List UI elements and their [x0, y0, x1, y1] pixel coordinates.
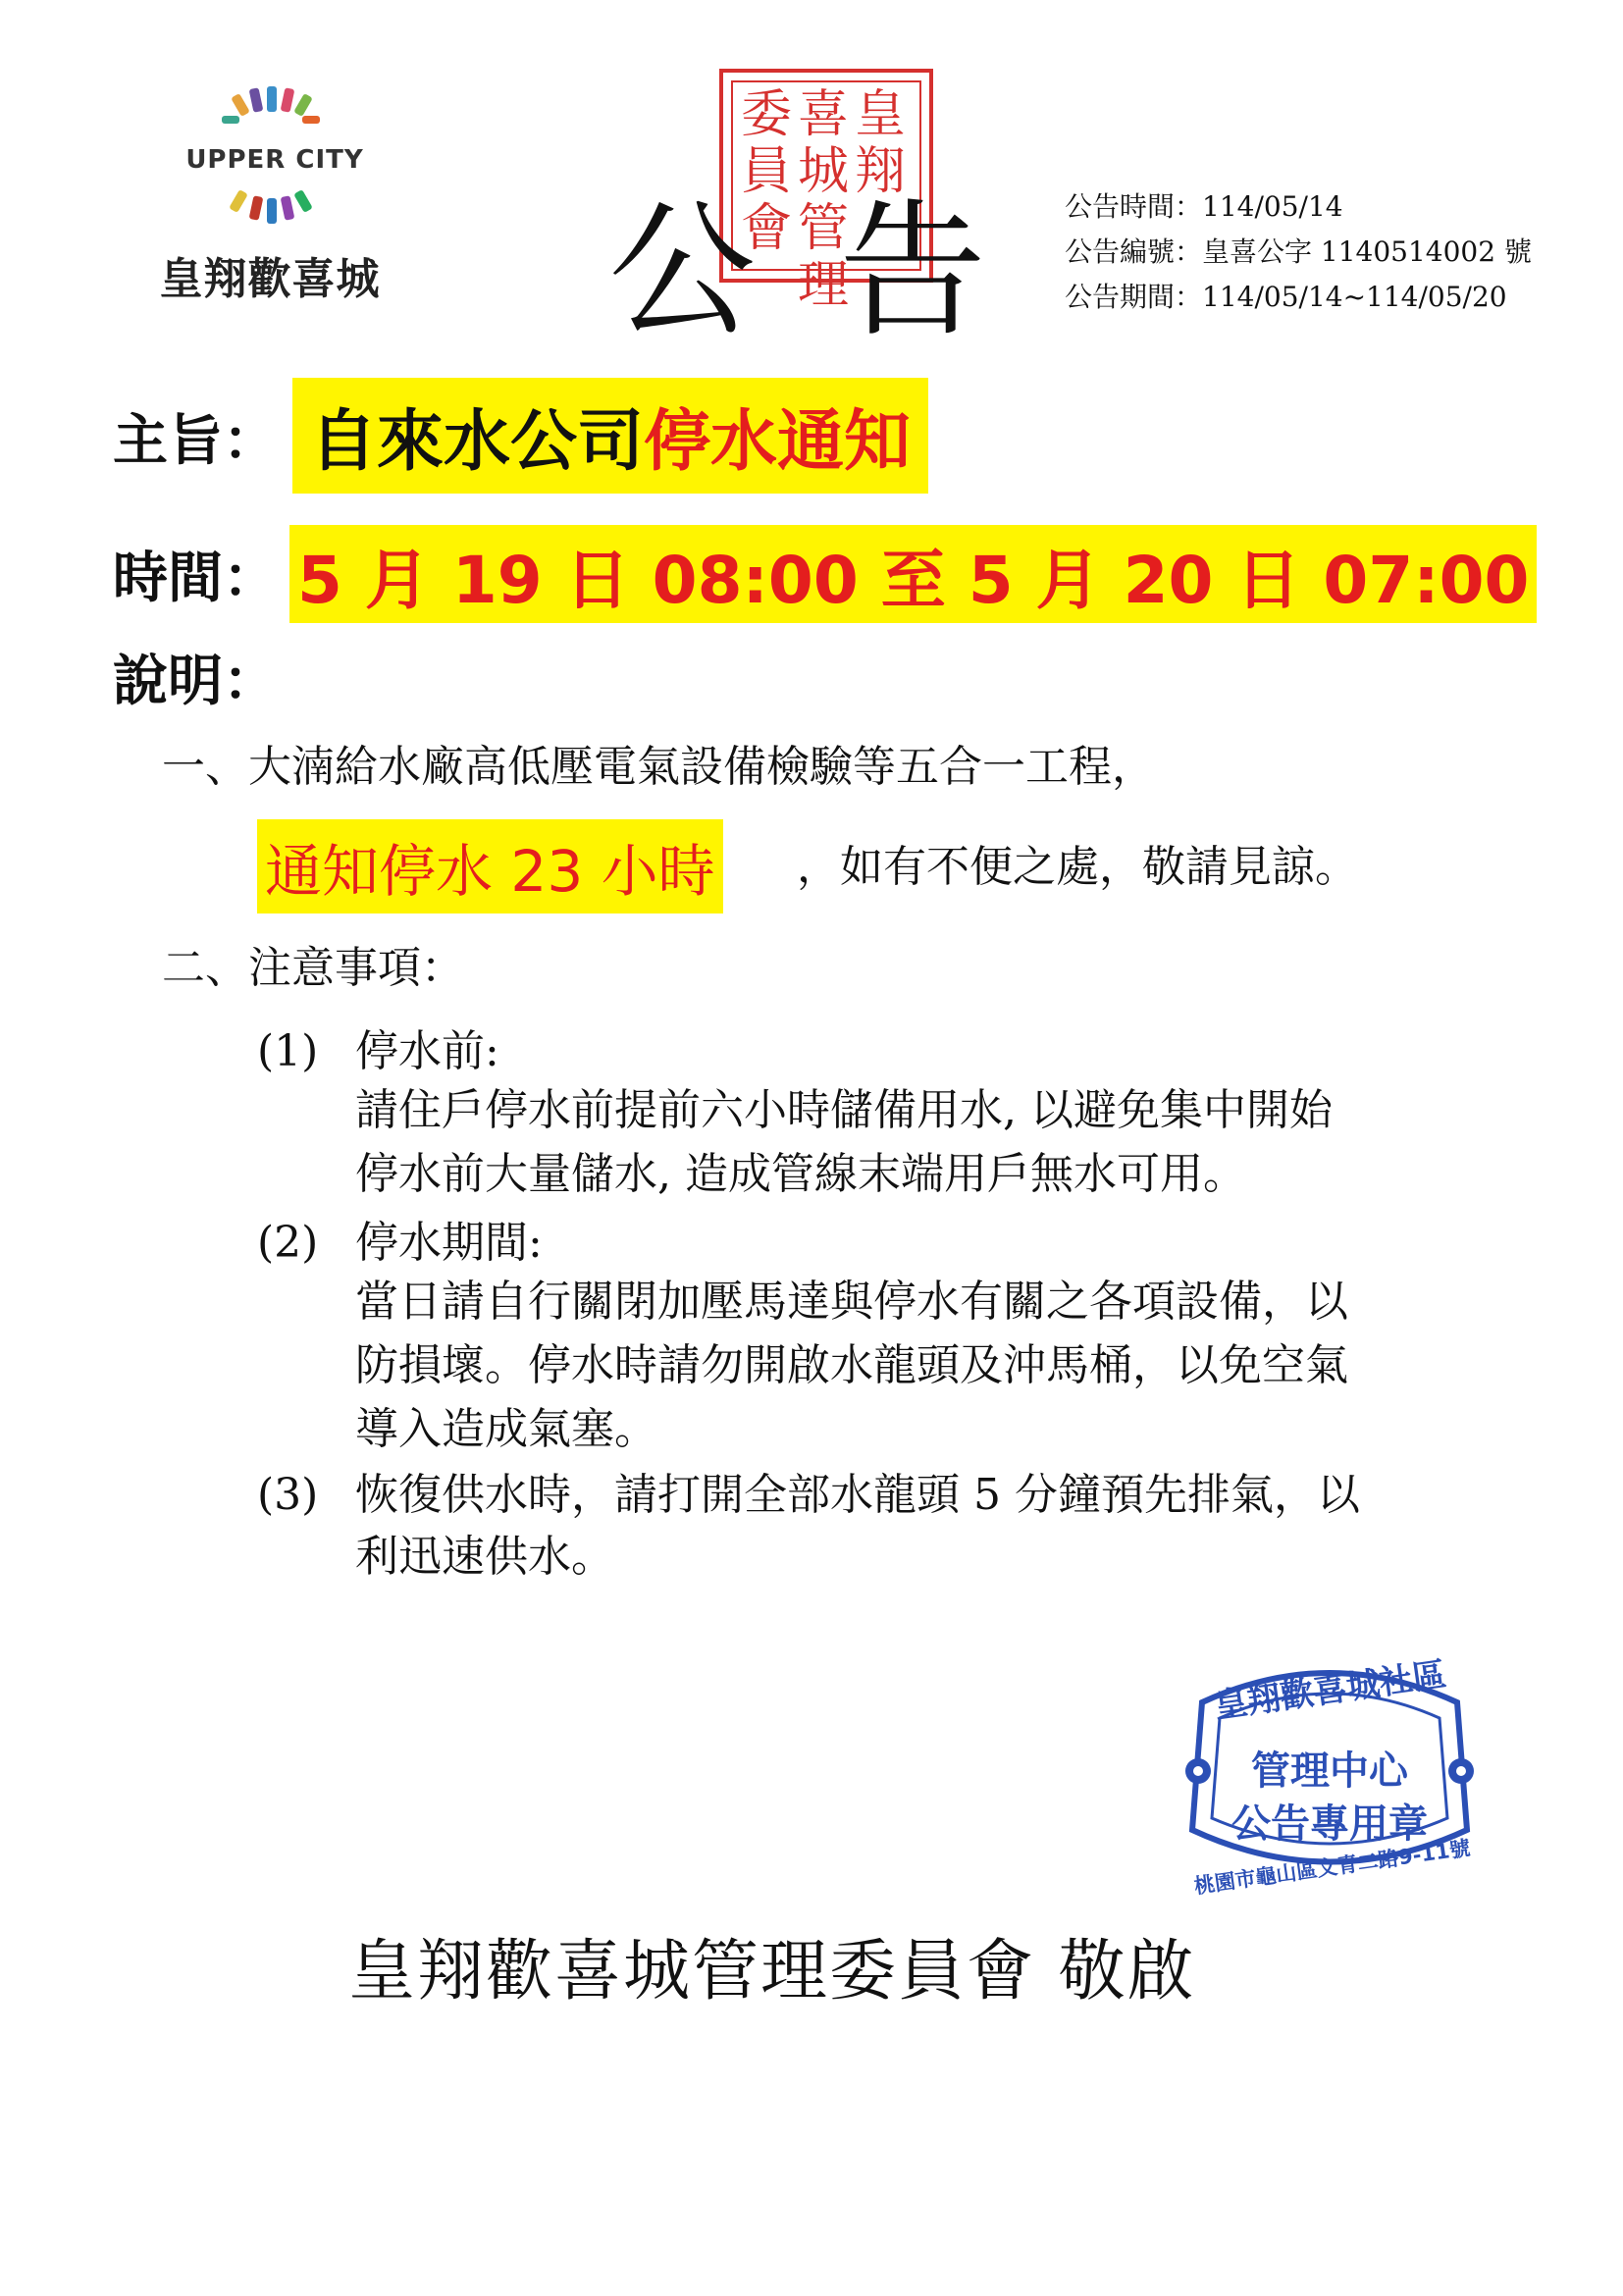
note-2-number: (2) — [257, 1218, 319, 1268]
stamp-top-arc: 皇翔歡喜城社區 — [1211, 1654, 1449, 1727]
note-3-number: (3) — [257, 1470, 319, 1520]
logo-wordmark: UPPER CITY — [185, 145, 364, 175]
note-1-line-1: 請住戶停水前提前六小時儲備用水, 以避免集中開始 — [355, 1085, 1333, 1135]
note-3-head: 恢復供水時，請打開全部水龍頭 5 分鐘預先排氣，以 — [355, 1470, 1360, 1520]
item1-line2-rest: ，如有不便之處，敬請見諒。 — [797, 842, 1358, 892]
seal-column-2: 喜城管理 — [797, 85, 849, 315]
logo-mark-bottom-icon — [216, 184, 324, 234]
management-center-stamp — [1173, 1634, 1487, 1908]
item1-prefix: 一、 — [162, 742, 248, 792]
note-2-line-2: 防損壞。停水時請勿開啟水龍頭及沖馬桶，以免空氣 — [355, 1340, 1348, 1390]
announcement-period: 公告期間：114/05/14~114/05/20 — [1065, 281, 1507, 313]
item2-title: 注意事項： — [248, 943, 464, 993]
announcement-meta — [1065, 184, 1614, 320]
logo-name: 皇翔歡喜城 — [159, 254, 381, 304]
item1-text: 大湳給水廠高低壓電氣設備檢驗等五合一工程， — [248, 742, 1155, 792]
note-2-line-1: 當日請自行關閉加壓馬達與停水有關之各項設備，以 — [355, 1277, 1348, 1327]
stamp-line-2: 公告專用章 — [1231, 1801, 1428, 1847]
note-1-line-2: 停水前大量儲水, 造成管線末端用戶無水可用。 — [355, 1149, 1246, 1199]
seal-column-1: 皇翔 — [854, 85, 906, 201]
seal-column-3: 委員會 — [740, 85, 792, 258]
title-char-1: 公 — [608, 186, 757, 357]
explanation-label: 說明： — [113, 650, 278, 713]
note-2-head: 停水期間: — [355, 1218, 543, 1268]
item2-line — [162, 937, 464, 1000]
subject-label: 主旨： — [113, 409, 278, 473]
title-char-2: 告 — [839, 186, 987, 357]
note-2-line-3: 導入造成氣塞。 — [355, 1404, 657, 1454]
community-logo — [147, 86, 393, 312]
item1-line1 — [162, 736, 1155, 799]
announcement-number: 公告編號：皇喜公字 1140514002 號 — [1065, 235, 1532, 268]
time-label: 時間： — [113, 547, 278, 610]
announcement-time: 公告時間：114/05/14 — [1065, 190, 1343, 223]
stamp-line-1: 管理中心 — [1251, 1748, 1408, 1794]
subject-value: 自來水公司 — [310, 402, 645, 481]
note-3-line-1: 利迅速供水。 — [355, 1532, 614, 1582]
note-1-head: 停水前: — [355, 1026, 499, 1076]
footer-signature: 皇翔歡喜城管理委員會 敬啟 — [348, 1933, 1196, 2010]
stamp-bottom-arc: 桃園市龜山區文青二路9-11號 — [1192, 1836, 1472, 1899]
subject-highlight — [292, 378, 928, 494]
item1-highlight: 通知停水 23 小時 — [257, 819, 723, 913]
logo-mark-icon — [216, 86, 324, 145]
time-value: 5 月 19 日 08:00 至 5 月 20 日 07:00 — [289, 525, 1537, 623]
item2-prefix: 二、 — [162, 943, 248, 993]
note-1-number: (1) — [257, 1026, 319, 1076]
subject-value-red: 停水通知 — [644, 402, 912, 481]
